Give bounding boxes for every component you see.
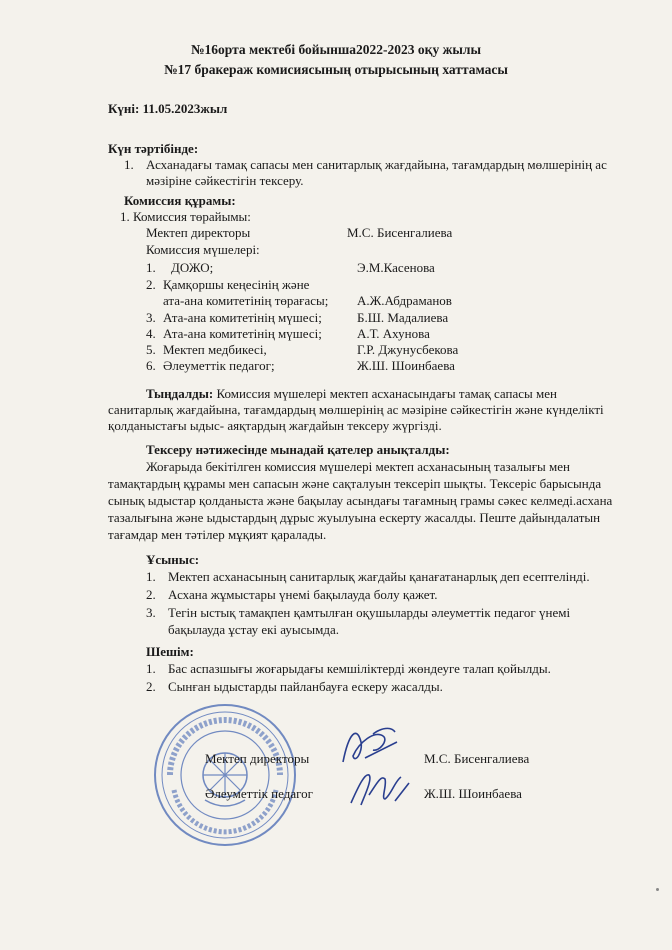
- proposal-item-number: 1.: [146, 569, 156, 584]
- agenda-item-text-line1: Асханадағы тамақ сапасы мен санитарлық жағдайына, тағамдардың мөлшерінің ас: [146, 157, 607, 172]
- member-number: 2.: [146, 277, 156, 292]
- heard-line2: санитарлық жағдайына, тағамдардың мөлшерінің ас мәзіріне сәйкестігін және күнделікті: [108, 402, 604, 417]
- heard-line1: [146, 386, 630, 402]
- decision-item-text: Сынған ыдыстарды пайланбауға ескеру жасалды.: [168, 679, 443, 694]
- member-name: Г.Р. Джунусбекова: [357, 342, 459, 357]
- member-role: ДОЖО;: [171, 260, 214, 275]
- agenda-item-number: 1.: [124, 157, 134, 172]
- member-name: Ж.Ш. Шоинбаева: [357, 358, 455, 373]
- signature-director-name: М.С. Бисенгалиева: [424, 751, 530, 766]
- member-number: 3.: [146, 310, 156, 325]
- member-number: 4.: [146, 326, 156, 341]
- findings-line5: тағамдар мен тәтілер мұқият қаралады.: [108, 527, 327, 542]
- commission-chair-label: 1. Комиссия төрайымы:: [120, 209, 251, 224]
- member-role: Мектеп медбикесі,: [163, 342, 267, 357]
- heard-text: Комиссия мүшелері мектеп асханасындағы тамақ сапасы мен: [213, 386, 557, 401]
- decision-heading: Шешім:: [146, 644, 194, 659]
- member-number: 1.: [146, 260, 156, 275]
- heard-label: Тыңдалды:: [146, 386, 214, 401]
- decision-item-number: 2.: [146, 679, 156, 694]
- member-number: 6.: [146, 358, 156, 373]
- document-title-line1: №16орта мектебі бойынша2022-2023 оқу жылы: [190, 42, 482, 57]
- official-stamp-seal: [150, 700, 300, 850]
- member-role-continued: ата-ана комитетінің төрағасы;: [163, 293, 329, 308]
- director-signature: [335, 722, 405, 770]
- proposal-item-number: 3.: [146, 605, 156, 620]
- proposal-item-number: 2.: [146, 587, 156, 602]
- commission-chair-role: Мектеп директоры: [146, 225, 251, 240]
- member-role: Ата-ана комитетінің мүшесі;: [163, 326, 322, 341]
- member-role: Әлеуметтік педагог;: [163, 358, 275, 373]
- document-title-line2: №17 бракераж комисиясының отырысының хаттамасы: [164, 62, 508, 77]
- agenda-heading: Күн тәртібінде:: [108, 141, 199, 156]
- findings-line3: сынық ыдыстар қолданыста және бақылау асындағы тағамның грамы сәкес келмеді.асхана: [108, 493, 613, 508]
- member-name: Э.М.Касенова: [357, 260, 435, 275]
- proposal-item-text: Мектеп асханасының санитарлық жағдайы қанағатанарлық деп есептелінді.: [168, 569, 590, 584]
- signature-director-role: Мектеп директоры: [205, 751, 310, 766]
- findings-heading: Тексеру нәтижесінде мынадай қателер анықталды:: [146, 442, 450, 457]
- agenda-item-text-line2: мәзіріне сәйкестігін тексеру.: [146, 173, 304, 188]
- proposal-item-text: Тегін ыстық тамақпен қамтылған оқушыларды әлеуметтік педагог үнемі: [168, 605, 571, 620]
- pedagog-signature: [345, 765, 415, 810]
- findings-line1: Жоғарыда бекітілген комиссия мүшелері мектеп асханасының тазалығы мен: [146, 459, 570, 474]
- commission-heading: Комиссия құрамы:: [124, 193, 236, 208]
- member-name: А.Ж.Абдраманов: [357, 293, 452, 308]
- commission-chair-name: М.С. Бисенгалиева: [347, 225, 453, 240]
- proposal-item-text-continued: бақылауда ұстау екі ауысымда.: [168, 622, 339, 637]
- decision-item-text: Бас аспазшығы жоғарыдағы кемшіліктерді жөндеуге талап қойылды.: [168, 661, 551, 676]
- signature-pedagog-name: Ж.Ш. Шоинбаева: [424, 786, 522, 801]
- signature-pedagog-role: Әлеуметтік педагог: [205, 786, 313, 801]
- proposal-item-text: Асхана жұмыстары үнемі бақылауда болу қажет.: [168, 587, 438, 602]
- member-role: Қамқоршы кеңесінің және: [163, 277, 310, 292]
- commission-members-label: Комиссия мүшелері:: [146, 242, 260, 257]
- member-name: Б.Ш. Мадалиева: [357, 310, 449, 325]
- findings-line2: тамақтардың құрамы мен сапасын және сақталуын тексеріп шықты. Тексеріс барысында: [108, 476, 602, 491]
- member-name: А.Т. Ахунова: [357, 326, 430, 341]
- proposal-heading: Ұсыныс:: [146, 552, 200, 567]
- meeting-date: Күні: 11.05.2023жыл: [108, 101, 228, 116]
- decision-item-number: 1.: [146, 661, 156, 676]
- heard-line3: қолданыстағы ыдыс- аяқтардың жағдайын тексеру жүргізді.: [108, 418, 442, 433]
- scan-speck: [656, 888, 659, 891]
- member-number: 5.: [146, 342, 156, 357]
- member-role: Ата-ана комитетінің мүшесі;: [163, 310, 322, 325]
- findings-line4: тазалығына және ыдыстардың дұрыс жуылуына ескерту жасалды. Пеште дайындалатын: [108, 510, 601, 525]
